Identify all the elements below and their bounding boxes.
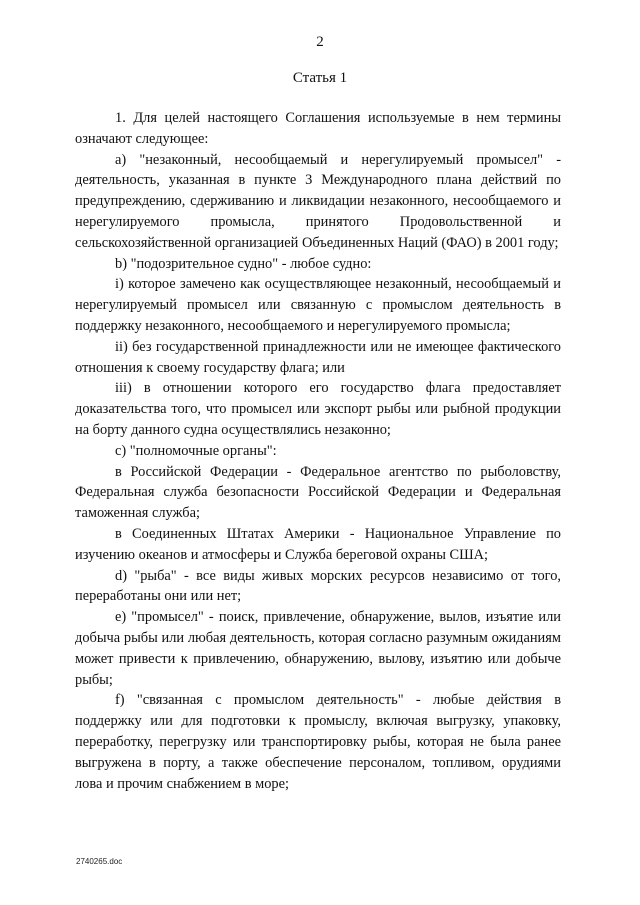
document-body	[75, 108, 561, 794]
paragraph-b-iii: iii) в отношении которого его государство флага предоставляет доказательства того, что промысел или экспорт рыбы или рыбной продукции на борту данного судна осуществлялись незаконно;	[75, 380, 561, 438]
article-title: Статья 1	[292, 70, 348, 86]
paragraph-b-i: i) которое замечено как осуществляющее незаконный, несообщаемый и нерегулируемый промысел или связанную с промыслом деятельность в поддержку незаконного, несообщаемого и нерегулируемого промысла;	[75, 276, 561, 334]
paragraph-intro: 1. Для целей настоящего Соглашения используемые в нем термины означают следующее:	[75, 110, 561, 147]
paragraph-b: b) "подозрительное судно" - любое судно:	[115, 255, 372, 272]
paragraph-c: c) "полномочные органы":	[115, 442, 277, 459]
footer-filename: 2740265.doc	[76, 857, 123, 866]
paragraph-c-usa: в Соединенных Штатах Америки - Национальное Управление по изучению океанов и атмосферы и Служба береговой охраны США;	[75, 525, 561, 563]
paragraph-c-russia: в Российской Федерации - Федеральное агентство по рыболовству, Федеральная служба безопасности Российской Федерации и Федеральная таможенная служба;	[75, 463, 561, 522]
paragraph-d: d) "рыба" - все виды живых морских ресурсов независимо от того, переработаны они или нет;	[75, 567, 561, 605]
paragraph-a: a) "незаконный, несообщаемый и нерегулируемый промысел" - деятельность, указанная в пункте 3 Международного плана действий по предупреждению, сдерживанию и ликвидации незаконного, несообщаемого и нерегулируемого промысла, принятого Продовольственной и сельскохозяйственной организацией Объединенных Наций (ФАО) в 2001 году;	[75, 151, 561, 251]
paragraph-e: e) "промысел" - поиск, привлечение, обнаружение, вылов, изъятие или добыча рыбы или любая деятельность, которая согласно разумным ожиданиям может привести к привлечению, обнаружению, вылову, изъятию или добыче рыбы;	[75, 609, 561, 688]
paragraph-b-ii: ii) без государственной принадлежности или не имеющее фактического отношения к своему государству флага; или	[75, 338, 561, 376]
page-number: 2	[316, 34, 324, 50]
paragraph-f: f) "связанная с промыслом деятельность" - любые действия в поддержку или для подготовки к промыслу, включая выгрузку, упаковку, переработку, перегрузку или транспортировку рыбы, которая не была ранее выгружена в порту, а также обеспечение персоналом, топливом, орудиями лова и прочим снабжением в море;	[75, 692, 561, 792]
